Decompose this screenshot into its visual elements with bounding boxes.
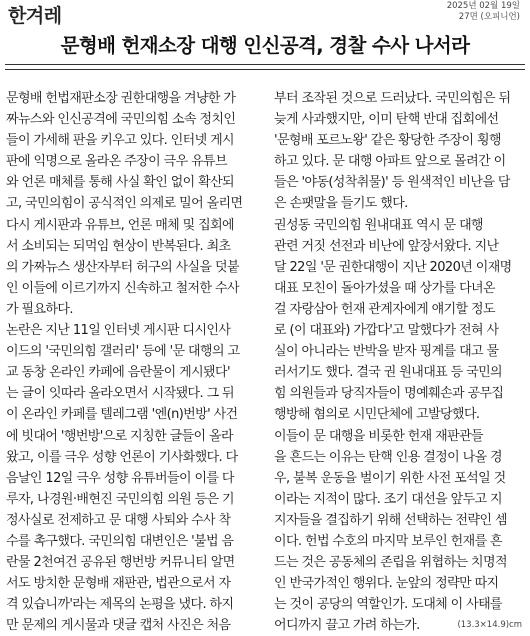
article-text-line: 의 가짜뉴스 생산자부터 허구의 사실을 덧붙 <box>6 259 239 275</box>
article-text-line: 왔고, 이를 극우 성향 언론이 기사화했다. 다 <box>6 449 238 465</box>
article-text-line: 수를 촉구했다. 국민의힘 대변인은 '불법 음 <box>6 533 234 549</box>
article-text-line: 어디까지 끌고 가려 하는가. <box>274 618 420 634</box>
article-text-line: 란물 2천여건 공유된 행번방 커뮤니티 알면 <box>6 555 235 571</box>
article-text-line: 권성동 국민의힘 원내대표 역시 문 대행 <box>274 217 483 233</box>
article-text-line: 대표 모친이 돌아가셨을 때 상가를 다녀온 <box>274 280 495 296</box>
article-text-line: 음날인 12일 극우 성향 유튜버들이 이를 다 <box>6 470 234 486</box>
article-text-line: 실이 아니라는 반박을 받자 핑계를 대고 물 <box>274 344 499 360</box>
article-text-line: 행방해 혐의로 시민단체에 고발당했다. <box>274 407 480 423</box>
article-text-line: 는 글이 잇따라 올라오면서 시작됐다. 그 뒤 <box>6 386 235 402</box>
article-text-line: 을 흔드는 이유는 탄핵 인용 결정이 나올 경 <box>274 449 503 465</box>
article-text-line: 문형배 헌법재판소장 권한대행을 겨냥한 가 <box>6 91 236 106</box>
article-text-line: 고, 국민의힘이 공식적인 의제로 밀어 올리면 <box>6 196 243 212</box>
article-text-line: 러서기도 했다. 결국 권 원내대표 등 국민의 <box>274 365 503 381</box>
article-text-line: 논란은 지난 11일 인터넷 게시판 디시인사 <box>6 323 231 339</box>
article-text-line: 인 이들에 이르기까지 신속하고 철저한 수사 <box>6 280 239 296</box>
article-text-line: 만 문제의 게시물과 댓글 캡처 사진은 처음 <box>6 618 231 634</box>
article-text-line: 다시 게시판과 유튜브, 언론 매체 및 집회에 <box>6 217 235 233</box>
article-text-line: 달 22일 '문 권한대행이 지난 2020년 이재명 <box>274 259 512 275</box>
article-text-line: 들은 '야동(성착취물)' 등 원색적인 비난을 담 <box>274 175 510 191</box>
article-text-line: 서도 방치한 문형배 재판관, 법관으로서 자 <box>6 576 231 592</box>
article-text-line: 판에 익명으로 올라온 주장이 극우 유튜브 <box>6 154 227 170</box>
article-text-line: 관련 거짓 선전과 비난에 앞장서왔다. 지난 <box>274 238 499 254</box>
article-text-line: 정사실로 전제하고 문 대행 사퇴와 수사 착 <box>6 512 231 528</box>
article-text-line: 이드의 '국민의힘 갤러리' 등에 '문 대행의 고 <box>6 344 240 360</box>
article-text-line: 은 손팻말을 들기도 했다. <box>274 196 408 212</box>
article-text-line: 에 빗대어 '행번방'으로 지칭한 글들이 올라 <box>6 428 233 444</box>
masthead <box>0 0 530 30</box>
article-text-line: 가 필요하다. <box>6 301 73 317</box>
article-text-line: 교 동창 온라인 카페에 음란물이 게시됐다' <box>6 365 230 381</box>
newspaper-logo: 한겨레 <box>8 5 62 27</box>
article-text-line: 지자들을 결집하기 위해 선택하는 전략인 셈 <box>274 512 507 528</box>
headline-divider-top <box>5 64 525 65</box>
publication-date: 2025년 02월 19일 <box>446 1 520 11</box>
article-text-line: 짜뉴스와 인신공격에 국민의힘 소속 정치인 <box>6 112 236 128</box>
article-text-line: 는 것이 공당의 역할인가. 도대체 이 사태를 <box>274 597 503 613</box>
article-text-line: 들이 가세해 판을 키우고 있다. 인터넷 게시 <box>6 133 235 149</box>
article-text-line: 늦게 사과했지만, 이미 탄핵 반대 집회에선 <box>274 112 499 128</box>
article-text-line: 서 소비되는 되먹임 현상이 반복된다. 최초 <box>6 238 231 254</box>
article-text-line: 격 있습니까'라는 제목의 논평을 냈다. 하지 <box>6 597 234 613</box>
article-text-line: 이라는 지적이 많다. 조기 대선을 앞두고 지 <box>274 491 503 507</box>
article-column-right <box>274 88 526 636</box>
article-text-line: 우, 불복 운동을 벌이기 위한 사전 포석일 것 <box>274 470 506 486</box>
article-text-line: '문형배 포르노왕' 같은 황당한 주장이 횡행 <box>274 133 501 149</box>
article-headline: 문형배 헌재소장 대행 인신공격, 경찰 수사 나서라 <box>60 34 470 57</box>
article-text-line: 걸 자랑삼아 헌재 관계자에게 얘기할 정도 <box>274 301 495 317</box>
headline-divider-bottom <box>5 69 525 70</box>
article-text-line: 하고 있다. 문 대행 아파트 앞으로 몰려간 이 <box>274 154 506 170</box>
article-column-left <box>6 88 258 636</box>
publication-info <box>447 1 520 23</box>
article-text-line: 부터 조작된 것으로 드러났다. 국민의힘은 뒤 <box>274 91 511 106</box>
article-text-line: 이들이 문 대행을 비롯한 헌재 재판관들 <box>274 428 483 444</box>
page-section: 27면 (오피니언) <box>458 12 520 22</box>
article-size-note: (13.3×14.9)cm <box>457 620 522 630</box>
article-text-line: 힘 의원들과 당직자들이 명예훼손과 공무집 <box>274 386 504 402</box>
article-text-line: 이 온라인 카페를 텔레그램 '엔(n)번방' 사건 <box>6 407 238 423</box>
article-text-line: 로 (이 대표와) 가깝다'고 말했다가 전혀 사 <box>274 323 499 339</box>
article-text-line: 이다. 헌법 수호의 마지막 보루인 헌재를 흔 <box>274 533 503 549</box>
article-text-line: 드는 것은 공동체의 존립을 위협하는 치명적 <box>274 555 507 571</box>
article-text-line: 루자, 나경원·배현진 국민의힘 의원 등은 기 <box>6 491 235 507</box>
article-text-line: 인 반국가적인 행위다. 눈앞의 정략만 따지 <box>274 576 499 592</box>
article-text-line: 와 언론 매체를 통해 사실 확인 없이 확산되 <box>6 175 235 191</box>
